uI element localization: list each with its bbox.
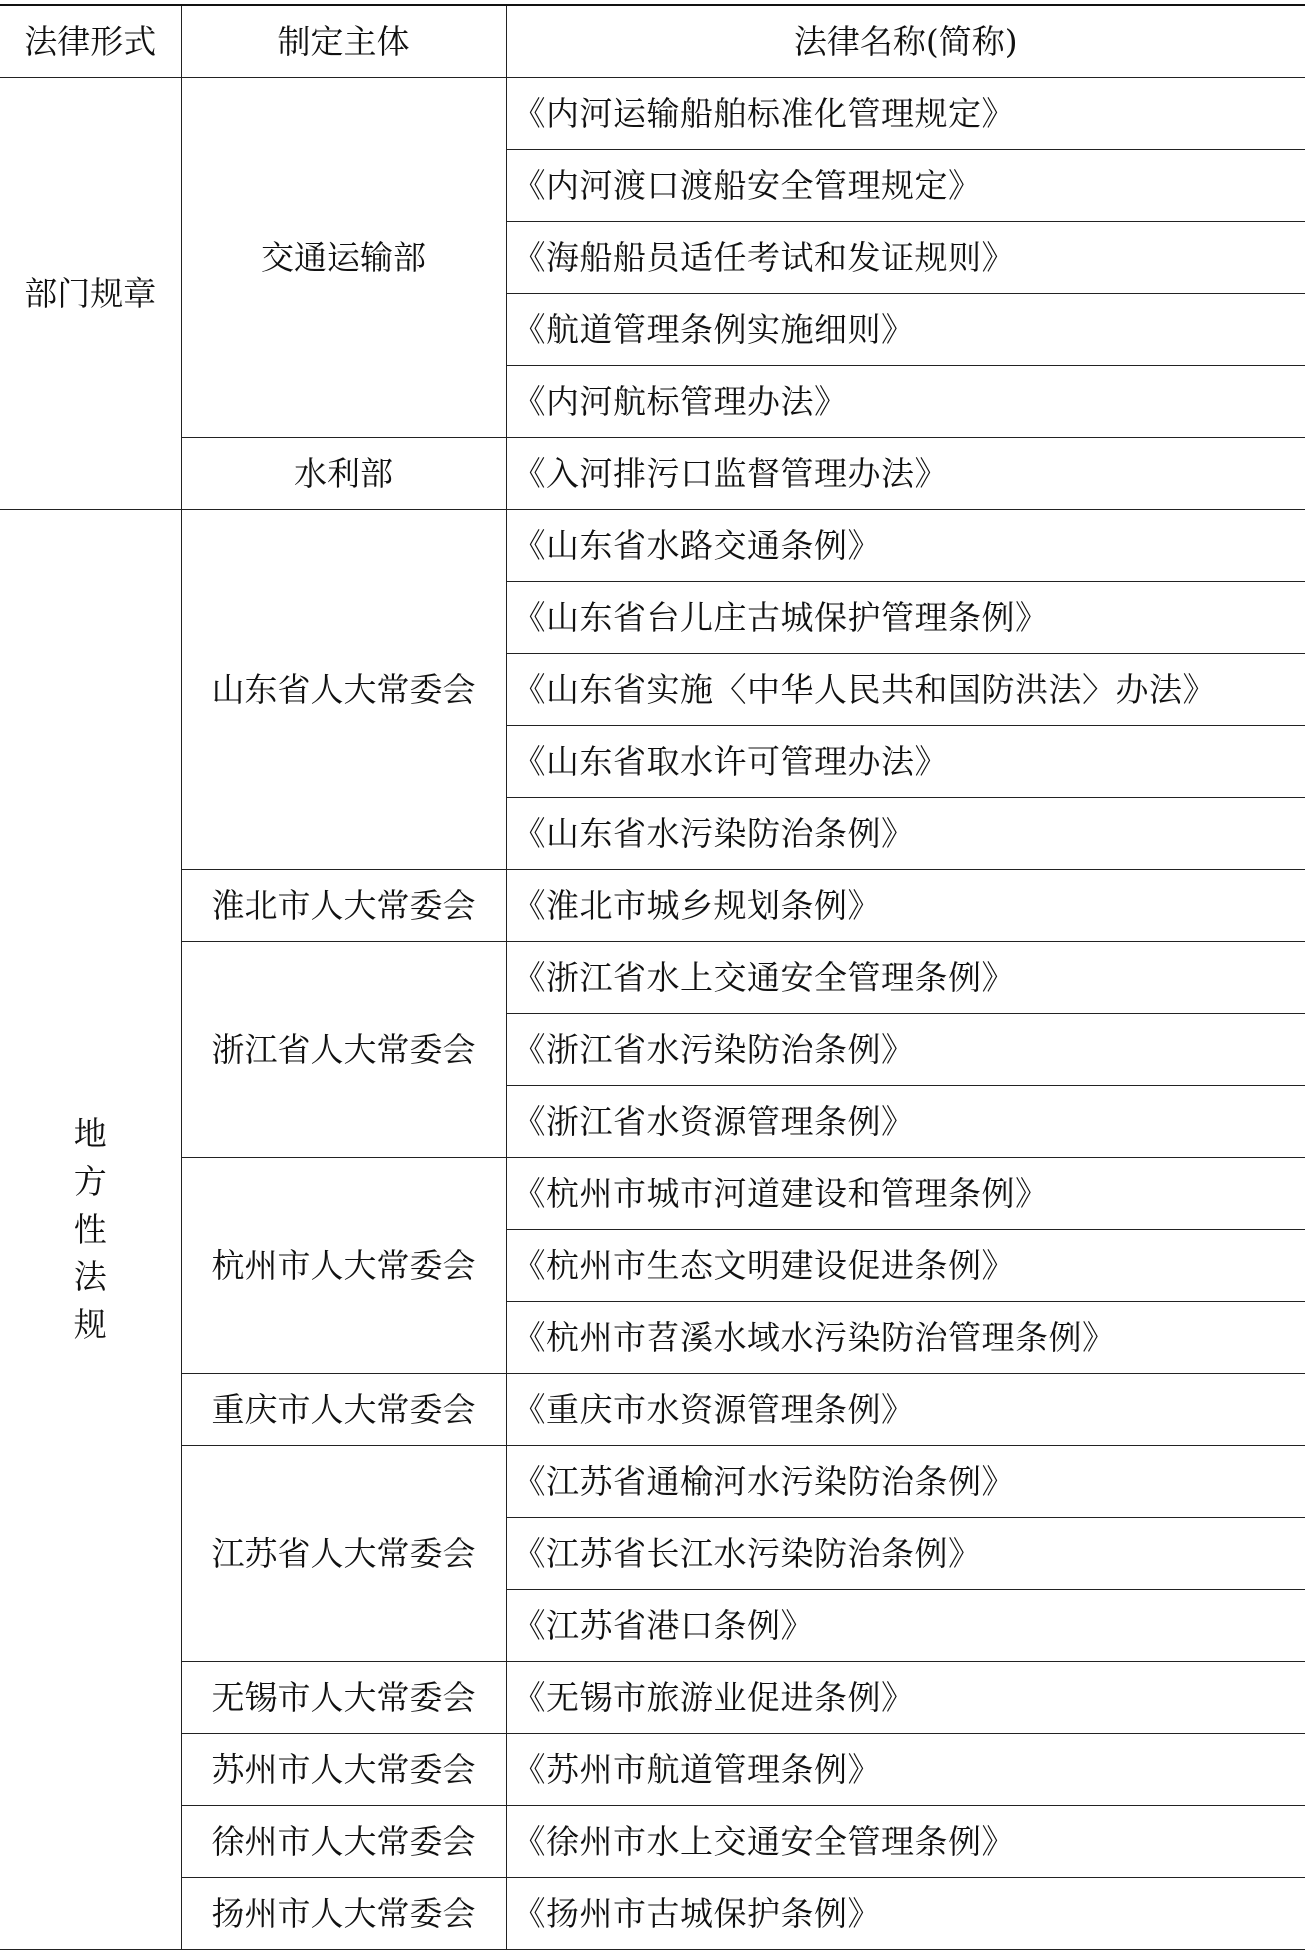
- table-body: [0, 78, 1305, 1950]
- law-name-cell: 《航道管理条例实施细则》: [506, 294, 1305, 366]
- table-row: [0, 942, 1305, 1014]
- law-name-cell: 《山东省取水许可管理办法》: [506, 726, 1305, 798]
- law-name-cell: 《无锡市旅游业促进条例》: [506, 1662, 1305, 1734]
- issuing-body-cell: 重庆市人大常委会: [181, 1374, 506, 1446]
- law-name-cell: 《扬州市古城保护条例》: [506, 1878, 1305, 1950]
- law-name-cell: 《江苏省通榆河水污染防治条例》: [506, 1446, 1305, 1518]
- law-name-cell: 《江苏省长江水污染防治条例》: [506, 1518, 1305, 1590]
- legal-form-label: 地方性法规: [73, 1113, 107, 1345]
- law-name-cell: 《浙江省水污染防治条例》: [506, 1014, 1305, 1086]
- law-name-cell: 《江苏省港口条例》: [506, 1590, 1305, 1662]
- issuing-body-cell: 无锡市人大常委会: [181, 1662, 506, 1734]
- issuing-body-cell: 交通运输部: [181, 78, 506, 438]
- table-row: [0, 870, 1305, 942]
- law-name-cell: 《重庆市水资源管理条例》: [506, 1374, 1305, 1446]
- table-row: [0, 1734, 1305, 1806]
- law-name-cell: 《山东省台儿庄古城保护管理条例》: [506, 582, 1305, 654]
- table-row: [0, 1374, 1305, 1446]
- law-name-cell: 《浙江省水资源管理条例》: [506, 1086, 1305, 1158]
- header-row: [0, 5, 1305, 78]
- law-name-cell: 《海船船员适任考试和发证规则》: [506, 222, 1305, 294]
- issuing-body-cell: 江苏省人大常委会: [181, 1446, 506, 1662]
- law-name-cell: 《入河排污口监督管理办法》: [506, 438, 1305, 510]
- law-table: [0, 4, 1305, 1950]
- law-name-cell: 《苏州市航道管理条例》: [506, 1734, 1305, 1806]
- issuing-body-cell: 水利部: [181, 438, 506, 510]
- table-row: [0, 1662, 1305, 1734]
- table-row: [0, 1158, 1305, 1230]
- law-name-cell: 《杭州市生态文明建设促进条例》: [506, 1230, 1305, 1302]
- table-row: [0, 1878, 1305, 1950]
- legal-form-cell: [0, 78, 181, 510]
- legal-form-label: 部门规章: [24, 273, 157, 313]
- issuing-body-cell: 淮北市人大常委会: [181, 870, 506, 942]
- table-row: [0, 78, 1305, 150]
- header-law-name: 法律名称(简称): [506, 5, 1305, 78]
- table-row: [0, 1806, 1305, 1878]
- header-legal-form: 法律形式: [0, 5, 181, 78]
- table-row: [0, 1446, 1305, 1518]
- header-issuing-body: 制定主体: [181, 5, 506, 78]
- law-name-cell: 《徐州市水上交通安全管理条例》: [506, 1806, 1305, 1878]
- table-header: [0, 5, 1305, 78]
- law-name-cell: 《淮北市城乡规划条例》: [506, 870, 1305, 942]
- issuing-body-cell: 杭州市人大常委会: [181, 1158, 506, 1374]
- law-name-cell: 《山东省实施〈中华人民共和国防洪法〉办法》: [506, 654, 1305, 726]
- table-row: [0, 438, 1305, 510]
- law-name-cell: 《内河渡口渡船安全管理规定》: [506, 150, 1305, 222]
- legal-form-cell: [0, 510, 181, 1950]
- table-row: [0, 510, 1305, 582]
- law-name-cell: 《内河航标管理办法》: [506, 366, 1305, 438]
- law-name-cell: 《浙江省水上交通安全管理条例》: [506, 942, 1305, 1014]
- law-name-cell: 《杭州市苕溪水域水污染防治管理条例》: [506, 1302, 1305, 1374]
- issuing-body-cell: 扬州市人大常委会: [181, 1878, 506, 1950]
- law-name-cell: 《内河运输船舶标准化管理规定》: [506, 78, 1305, 150]
- issuing-body-cell: 苏州市人大常委会: [181, 1734, 506, 1806]
- law-name-cell: 《山东省水路交通条例》: [506, 510, 1305, 582]
- issuing-body-cell: 徐州市人大常委会: [181, 1806, 506, 1878]
- issuing-body-cell: 山东省人大常委会: [181, 510, 506, 870]
- law-name-cell: 《山东省水污染防治条例》: [506, 798, 1305, 870]
- law-name-cell: 《杭州市城市河道建设和管理条例》: [506, 1158, 1305, 1230]
- issuing-body-cell: 浙江省人大常委会: [181, 942, 506, 1158]
